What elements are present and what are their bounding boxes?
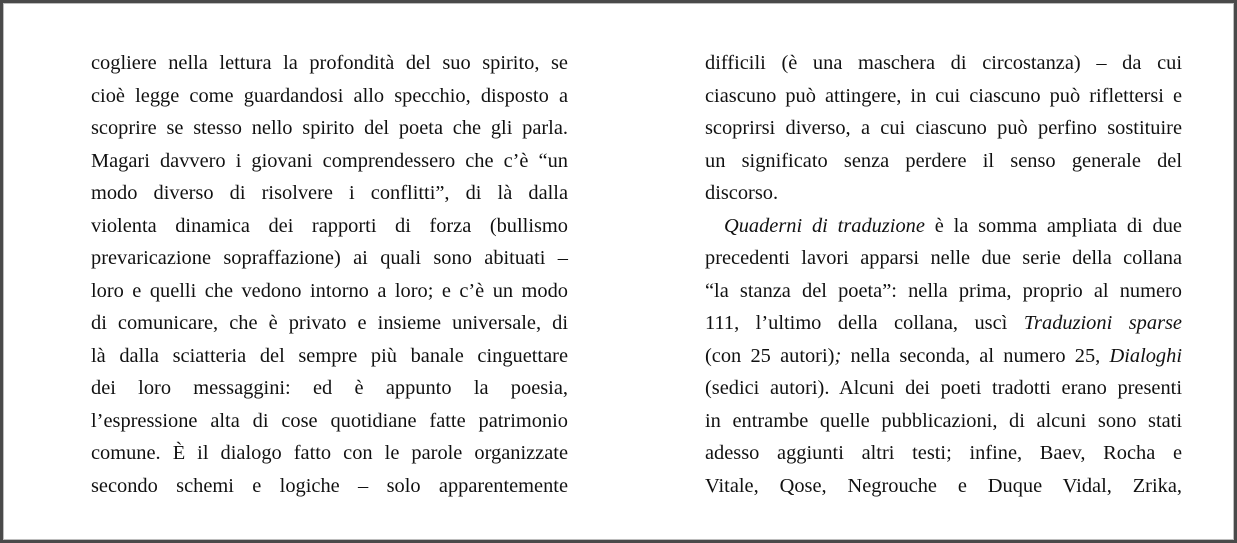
text-line: comune. È il dialogo fatto con le parole organizzate (91, 442, 568, 464)
paragraph-start-line (705, 210, 1182, 243)
text-line: (sedici autori). Alcuni dei poeti tradotti erano presenti (705, 377, 1182, 399)
text-line: precedenti lavori apparsi nelle due serie della collana (705, 247, 1182, 269)
text-line: di comunicare, che è privato e insieme universale, di (91, 312, 568, 334)
text-line: adesso aggiunti altri testi; infine, Baev, Rocha e (705, 442, 1182, 464)
text-line: dei loro messaggini: ed è appunto la poesia, (91, 377, 568, 399)
text-line: loro e quelli che vedono intorno a loro; e c’è un modo (91, 279, 568, 302)
text-line: l’espressione alta di cose quotidiane fatte patrimonio (91, 409, 568, 432)
text-run: è la somma ampliata di due (924, 214, 1182, 237)
text-line: “la stanza del poeta”: nella prima, proprio al numero (705, 279, 1182, 302)
book-title: Dialoghi (1109, 344, 1182, 367)
text-line: modo diverso di risolvere i conflitti”, di là dalla (91, 182, 568, 204)
text-line: violenta dinamica dei rapporti di forza (bullismo (91, 214, 568, 237)
right-page-text (705, 47, 1182, 502)
text-line: Vitale, Qose, Negrouche e Duque Vidal, Zrika, (705, 474, 1182, 497)
text-run: ; (834, 344, 842, 367)
text-line: prevaricazione sopraffazione) ai quali sono abituati – (91, 247, 568, 269)
text-line: cogliere nella lettura la profondità del suo spirito, se (91, 52, 568, 74)
text-line (705, 307, 1182, 340)
text-line: scoprire se stesso nello spirito del poeta che gli parla. (91, 117, 568, 139)
text-line: Magari davvero i giovani comprendessero che c’è “un (91, 149, 568, 172)
text-line: là dalla sciatteria del sempre più banale cinguettare (91, 344, 568, 367)
text-run: 111, l’ultimo della collana, uscì (705, 312, 1024, 334)
text-run: (con 25 autori) (705, 344, 835, 367)
text-line: scoprirsi diverso, a cui ciascuno può perfino sostituire (705, 117, 1182, 139)
text-run: nella seconda, al numero 25, (841, 344, 1110, 367)
text-line: cioè legge come guardandosi allo specchio, disposto a (91, 84, 568, 107)
text-line: un significato senza perdere il senso generale del (705, 149, 1182, 172)
left-page-text (91, 47, 568, 502)
book-title: Quaderni di traduzione (724, 214, 925, 237)
text-line: discorso. (705, 182, 779, 204)
text-line: difficili (è una maschera di circostanza) – da cui (705, 52, 1182, 74)
text-line (705, 340, 1182, 373)
book-title: Traduzioni sparse (1023, 312, 1182, 334)
text-line: secondo schemi e logiche – solo apparentemente (91, 474, 568, 497)
text-line: in entrambe quelle pubblicazioni, di alcuni sono stati (705, 409, 1182, 432)
text-line: ciascuno può attingere, in cui ciascuno può riflettersi e (705, 84, 1182, 107)
